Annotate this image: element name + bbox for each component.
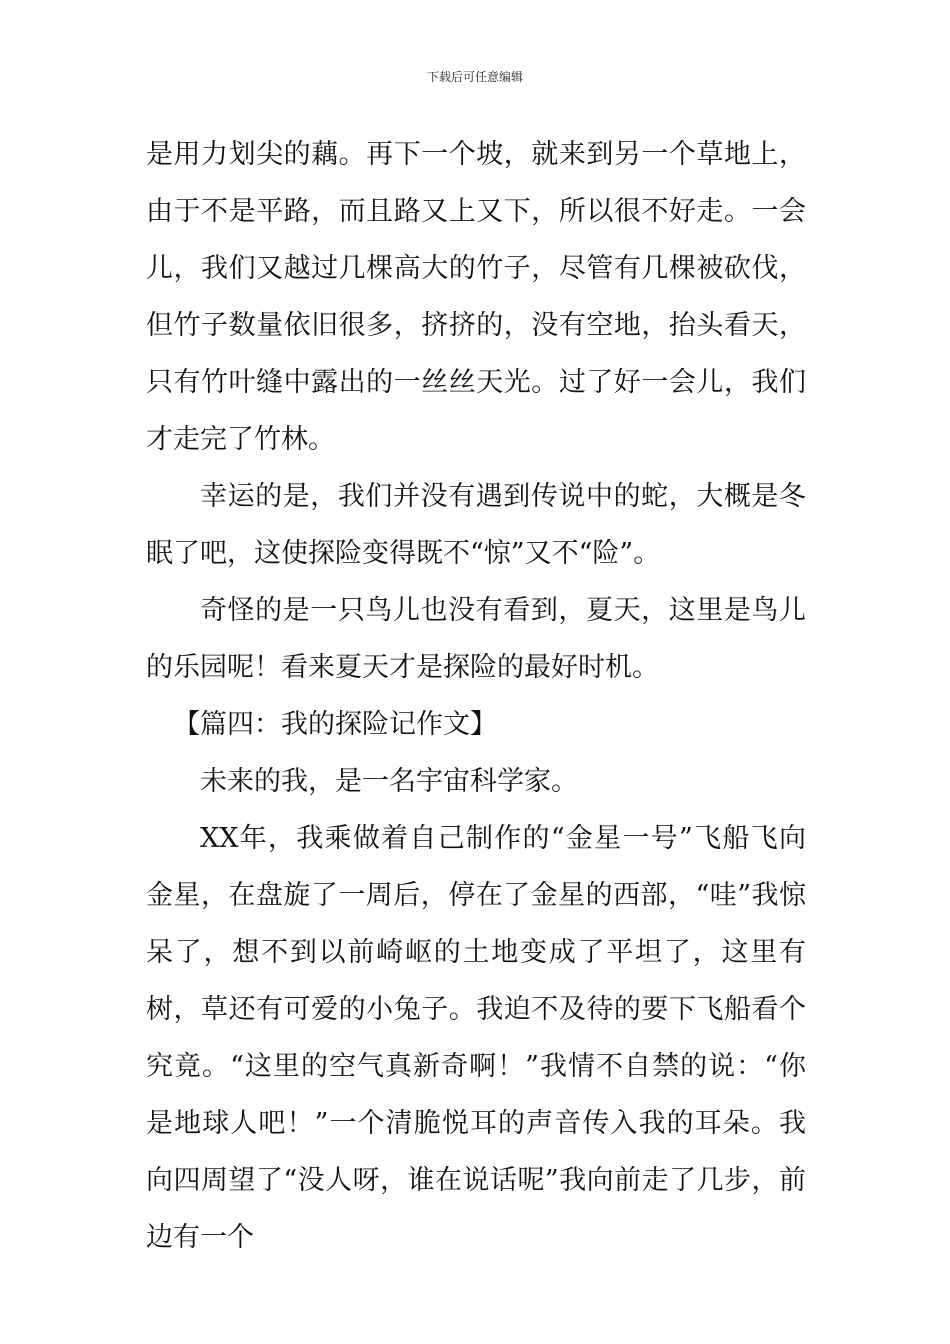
section-heading: 【篇四：我的探险记作文】: [173, 709, 497, 740]
page-header: 下载后可任意编辑: [426, 70, 523, 84]
paragraph: XX年，我乘做着自己制作的“金星一号”飞船飞向金星，在盘旋了一周后，停在了金星的西部，“哇”我惊呆了，想不到以前崎岖的土地变成了平坦了，这里有树，草还有可爱的小兔子。我迫不及待的要下飞船看个究竟。“这里的空气真新奇啊！”我情不自禁的说：“你是地球人吧！”一个清脆悦耳的声音传入我的耳朵。我向四周望了“没人呀，谁在说话呢”我向前走了几步，前边有一个: [146, 823, 806, 1253]
paragraph-continuation: 是用力划尖的藕。再下一个坡，就来到另一个草地上，由于不是平路，而且路又上又下，所以很不好走。一会儿，我们又越过几棵高大的竹子，尽管有几棵被砍伐，但竹子数量依旧很多，挤挤的，没有空地，抬头看天，只有竹叶缝中露出的一丝丝天光。过了好一会儿，我们才走完了竹林。: [146, 139, 806, 455]
paragraph: 未来的我，是一名宇宙科学家。: [200, 766, 578, 797]
paragraph: 幸运的是，我们并没有遇到传说中的蛇，大概是冬眠了吧，这使探险变得既不“惊”又不“险”。: [146, 481, 806, 569]
document-body: [146, 126, 806, 1266]
paragraph: 奇怪的是一只鸟儿也没有看到，夏天，这里是鸟儿的乐园呢！看来夏天才是探险的最好时机。: [146, 595, 806, 683]
